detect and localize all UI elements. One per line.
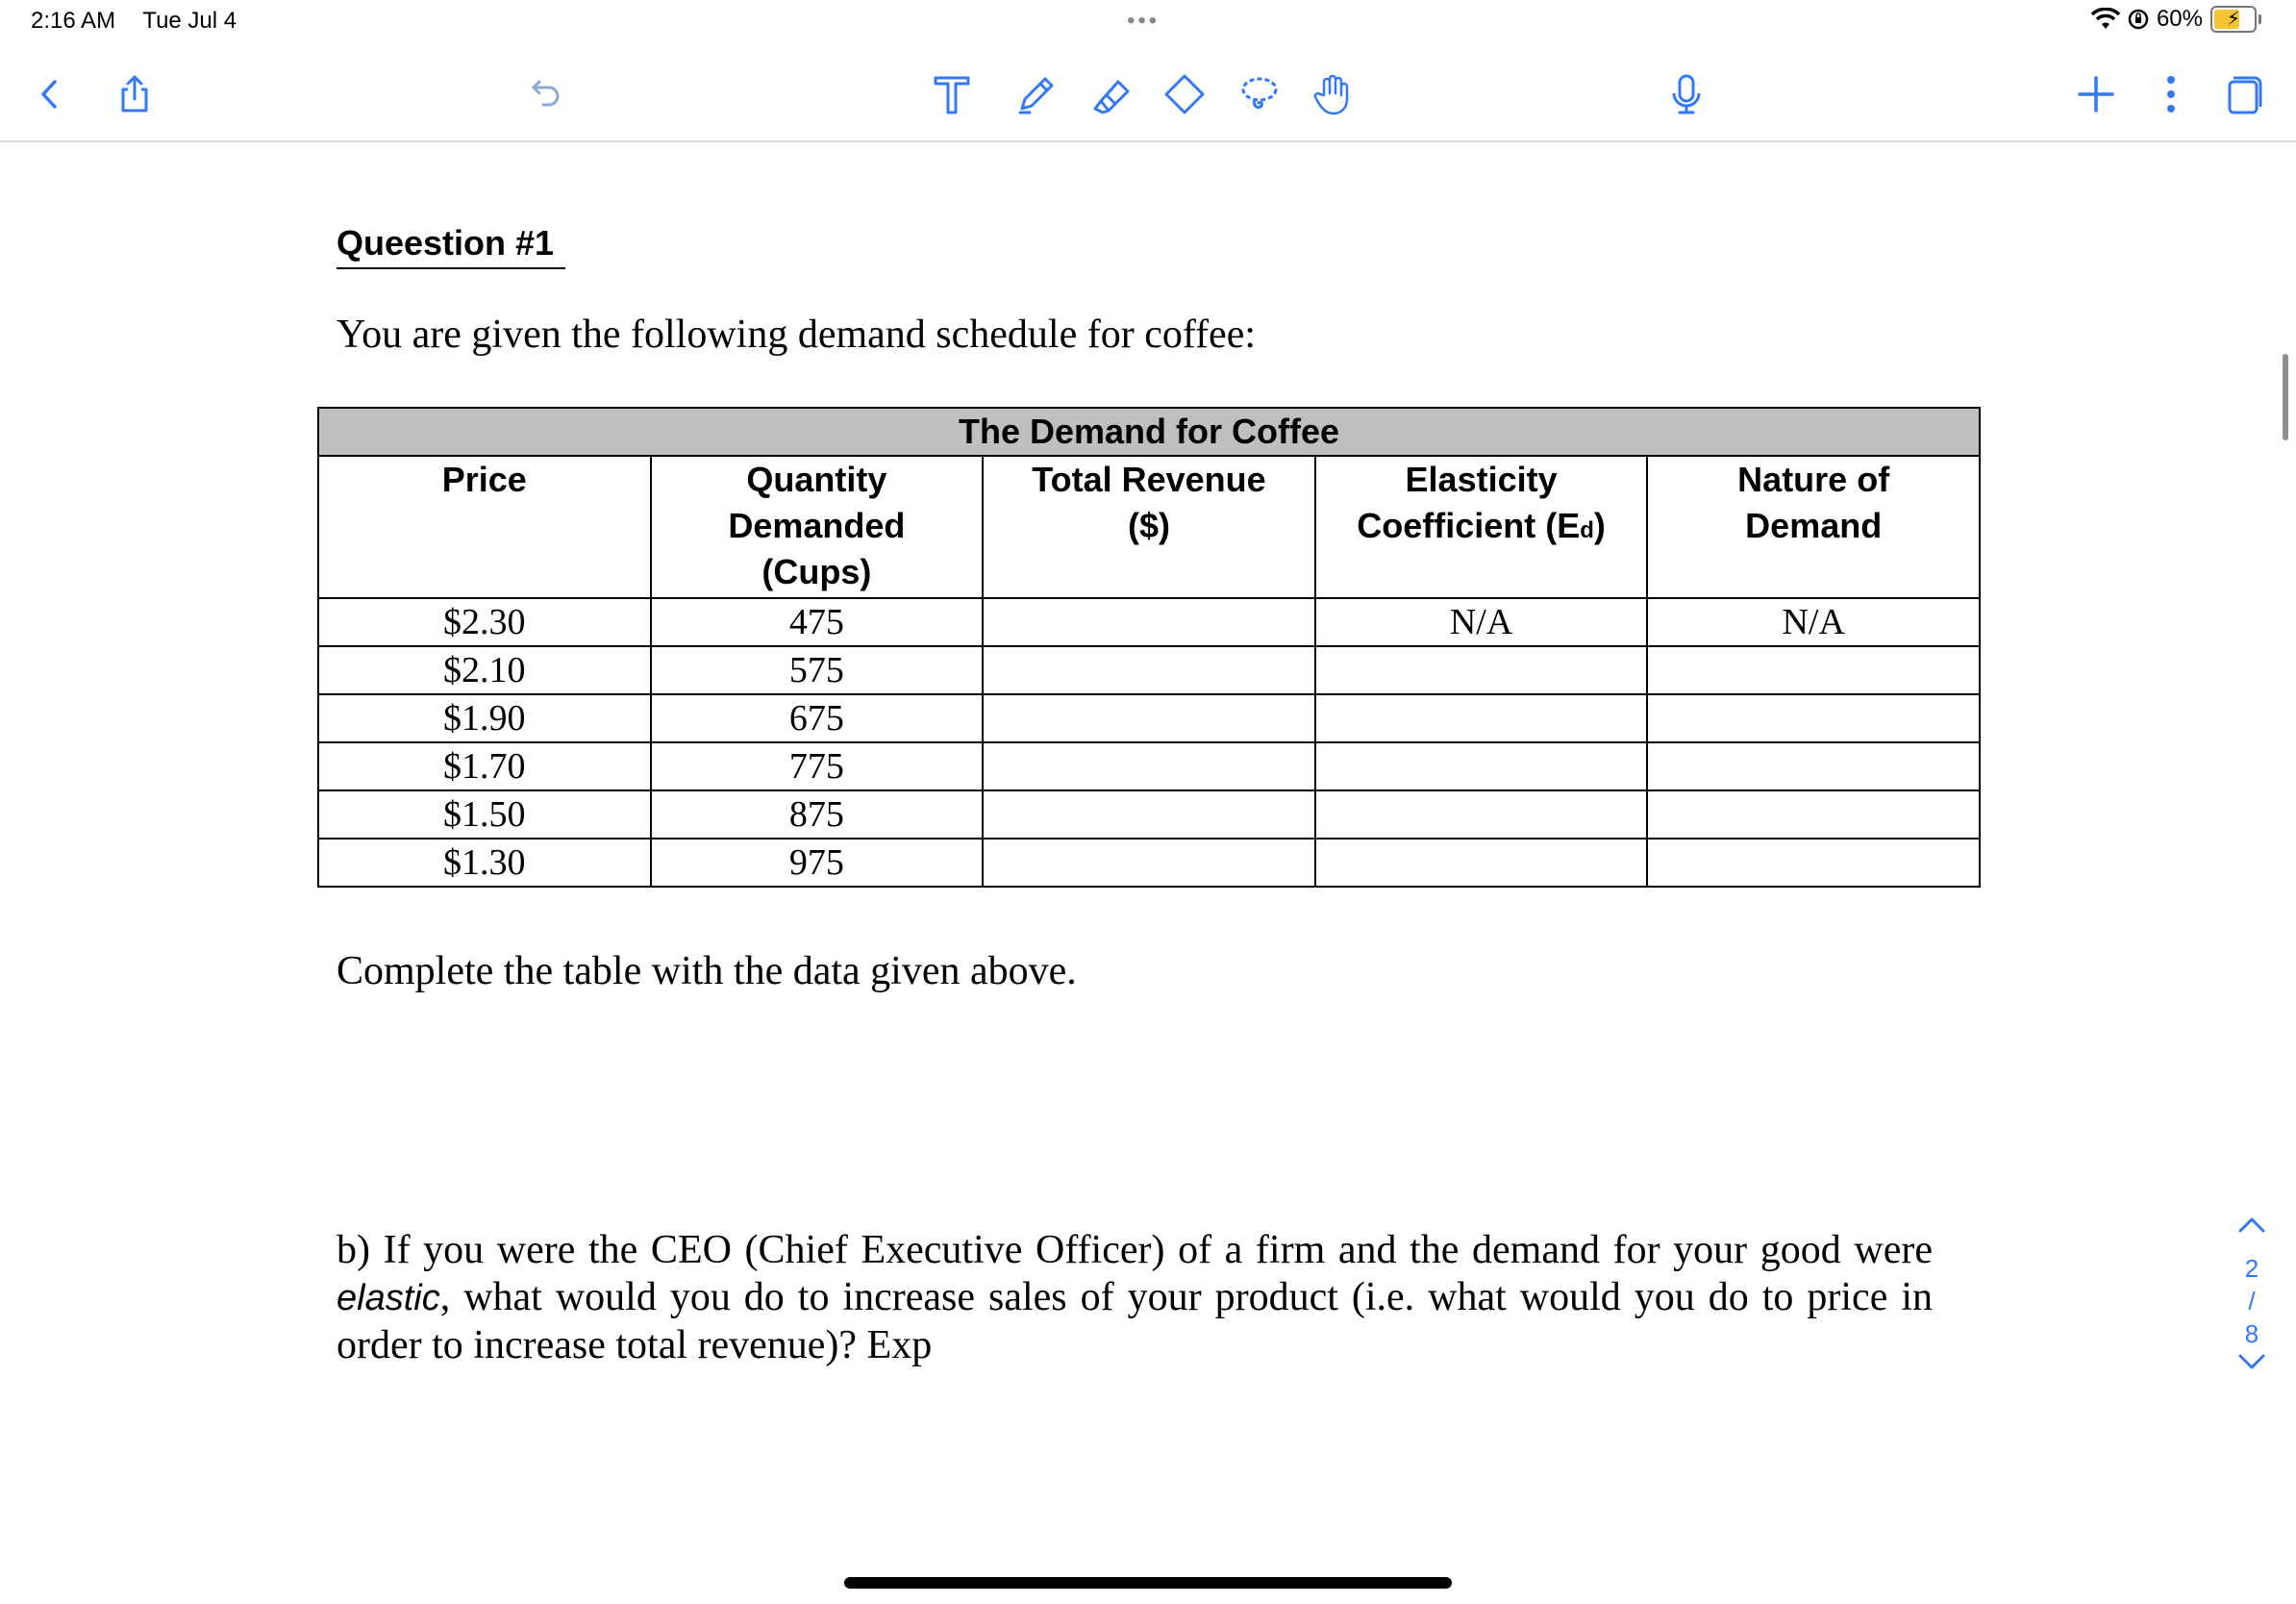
undo-button[interactable] xyxy=(517,67,571,121)
header-nature-line1: Nature of xyxy=(1737,460,1890,499)
multitasking-dots[interactable]: ••• xyxy=(1127,8,1160,34)
battery-icon: ⚡ xyxy=(2210,6,2257,33)
header-total-revenue xyxy=(983,456,1315,598)
cell-quantity: 475 xyxy=(651,598,984,646)
eraser-icon xyxy=(1160,70,1209,118)
chevron-up-icon xyxy=(2236,1214,2267,1237)
status-time: 2:16 AM xyxy=(31,8,116,34)
cell-nature[interactable] xyxy=(1647,646,1980,694)
eraser-tool-button[interactable] xyxy=(1158,67,1211,121)
header-revenue-line2: ($) xyxy=(1127,506,1170,545)
cell-nature[interactable] xyxy=(1647,839,1980,887)
demand-table xyxy=(317,407,1981,888)
cell-elasticity[interactable] xyxy=(1315,839,1648,887)
status-right xyxy=(2091,6,2261,33)
more-icon xyxy=(2147,70,2195,118)
orientation-lock-icon xyxy=(2128,9,2149,30)
next-page-button[interactable] xyxy=(2229,1350,2275,1389)
cell-price: $1.70 xyxy=(318,742,651,790)
previous-page-button[interactable] xyxy=(2229,1214,2275,1252)
document-page[interactable] xyxy=(0,142,2296,1604)
cell-price: $1.30 xyxy=(318,839,651,887)
part-b-text-2: , what would you do to increase sales of your product (i.e. what would you do to price in order to increase total revenue)? Exp xyxy=(337,1275,1933,1367)
home-indicator[interactable] xyxy=(844,1577,1452,1589)
cell-revenue[interactable] xyxy=(983,694,1315,742)
table-caption: The Demand for Coffee xyxy=(318,408,1980,456)
table-row xyxy=(318,694,1980,742)
add-button[interactable] xyxy=(2069,67,2123,121)
part-b-emphasis: elastic xyxy=(337,1278,440,1318)
total-pages: 8 xyxy=(2244,1319,2259,1348)
cell-price: $2.10 xyxy=(318,646,651,694)
text-tool-icon xyxy=(928,70,976,118)
header-price xyxy=(318,456,651,598)
hand-tool-button[interactable] xyxy=(1306,67,1360,121)
cell-elasticity: N/A xyxy=(1315,598,1648,646)
table-row xyxy=(318,598,1980,646)
chevron-left-icon xyxy=(26,70,74,118)
cell-nature[interactable] xyxy=(1647,790,1980,839)
back-button[interactable] xyxy=(23,67,77,121)
header-quantity-line2: Demanded xyxy=(728,506,906,545)
header-nature xyxy=(1647,456,1980,598)
status-left xyxy=(31,8,258,35)
highlighter-tool-button[interactable] xyxy=(1086,67,1140,121)
pen-icon xyxy=(1012,70,1061,118)
more-button[interactable] xyxy=(2144,67,2198,121)
lasso-tool-button[interactable] xyxy=(1233,67,1286,121)
part-b-text-1: b) If you were the CEO (Chief Executive Officer) of a firm and the demand for your good were xyxy=(337,1228,1933,1272)
plus-icon xyxy=(2072,70,2120,118)
cell-quantity: 675 xyxy=(651,694,984,742)
cell-elasticity[interactable] xyxy=(1315,790,1648,839)
header-revenue-line1: Total Revenue xyxy=(1032,460,1266,499)
table-header-row xyxy=(318,456,1980,598)
question-title: Queestion #1 xyxy=(337,223,565,269)
cell-revenue[interactable] xyxy=(983,790,1315,839)
cell-revenue[interactable] xyxy=(983,598,1315,646)
header-elasticity-text: Coefficient (E xyxy=(1357,506,1581,545)
table-caption-row xyxy=(318,408,1980,456)
lasso-icon xyxy=(1235,70,1284,118)
share-button[interactable] xyxy=(108,67,162,121)
table-row xyxy=(318,839,1980,887)
cell-revenue[interactable] xyxy=(983,742,1315,790)
page-navigator xyxy=(2229,1214,2275,1389)
wifi-icon xyxy=(2091,8,2120,31)
share-icon xyxy=(111,70,159,118)
toolbar xyxy=(0,46,2296,142)
status-bar xyxy=(0,0,2296,46)
cell-nature[interactable] xyxy=(1647,694,1980,742)
cell-price: $1.90 xyxy=(318,694,651,742)
text-tool-button[interactable] xyxy=(925,67,979,121)
cell-quantity: 775 xyxy=(651,742,984,790)
header-nature-line2: Demand xyxy=(1745,506,1883,545)
pages-icon xyxy=(2218,70,2266,118)
cell-quantity: 975 xyxy=(651,839,984,887)
cell-nature[interactable] xyxy=(1647,742,1980,790)
header-quantity-line3: (Cups) xyxy=(761,552,872,591)
part-b-question xyxy=(337,1227,1933,1369)
header-elasticity-close: ) xyxy=(1593,506,1606,545)
header-elasticity-subscript: d xyxy=(1580,517,1594,543)
cell-elasticity[interactable] xyxy=(1315,694,1648,742)
undo-icon xyxy=(520,70,568,118)
cell-quantity: 875 xyxy=(651,790,984,839)
pages-button[interactable] xyxy=(2215,67,2269,121)
battery-percent: 60% xyxy=(2156,6,2203,32)
current-page: 2 xyxy=(2244,1254,2259,1283)
page-separator: / xyxy=(2248,1287,2256,1316)
table-row xyxy=(318,790,1980,839)
header-quantity-line1: Quantity xyxy=(746,460,887,499)
microphone-button[interactable] xyxy=(1660,67,1713,121)
header-elasticity-line2 xyxy=(1316,503,1647,554)
status-date: Tue Jul 4 xyxy=(142,8,237,34)
cell-quantity: 575 xyxy=(651,646,984,694)
scrollbar[interactable] xyxy=(2283,354,2288,440)
hand-icon xyxy=(1309,70,1357,118)
cell-revenue[interactable] xyxy=(983,646,1315,694)
header-quantity xyxy=(651,456,984,598)
cell-nature: N/A xyxy=(1647,598,1980,646)
cell-revenue[interactable] xyxy=(983,839,1315,887)
pen-tool-button[interactable] xyxy=(1010,67,1063,121)
intro-text: You are given the following demand schedule for coffee: xyxy=(337,313,1257,357)
cell-price: $1.50 xyxy=(318,790,651,839)
table-row xyxy=(318,646,1980,694)
complete-instruction: Complete the table with the data given above. xyxy=(337,949,1077,993)
chevron-down-icon xyxy=(2236,1350,2267,1373)
highlighter-icon xyxy=(1089,70,1137,118)
header-elasticity xyxy=(1315,456,1648,598)
cell-price: $2.30 xyxy=(318,598,651,646)
microphone-icon xyxy=(1662,70,1710,118)
header-price-label: Price xyxy=(441,460,527,499)
header-elasticity-line1: Elasticity xyxy=(1405,460,1558,499)
cell-elasticity[interactable] xyxy=(1315,646,1648,694)
table-row xyxy=(318,742,1980,790)
cell-elasticity[interactable] xyxy=(1315,742,1648,790)
